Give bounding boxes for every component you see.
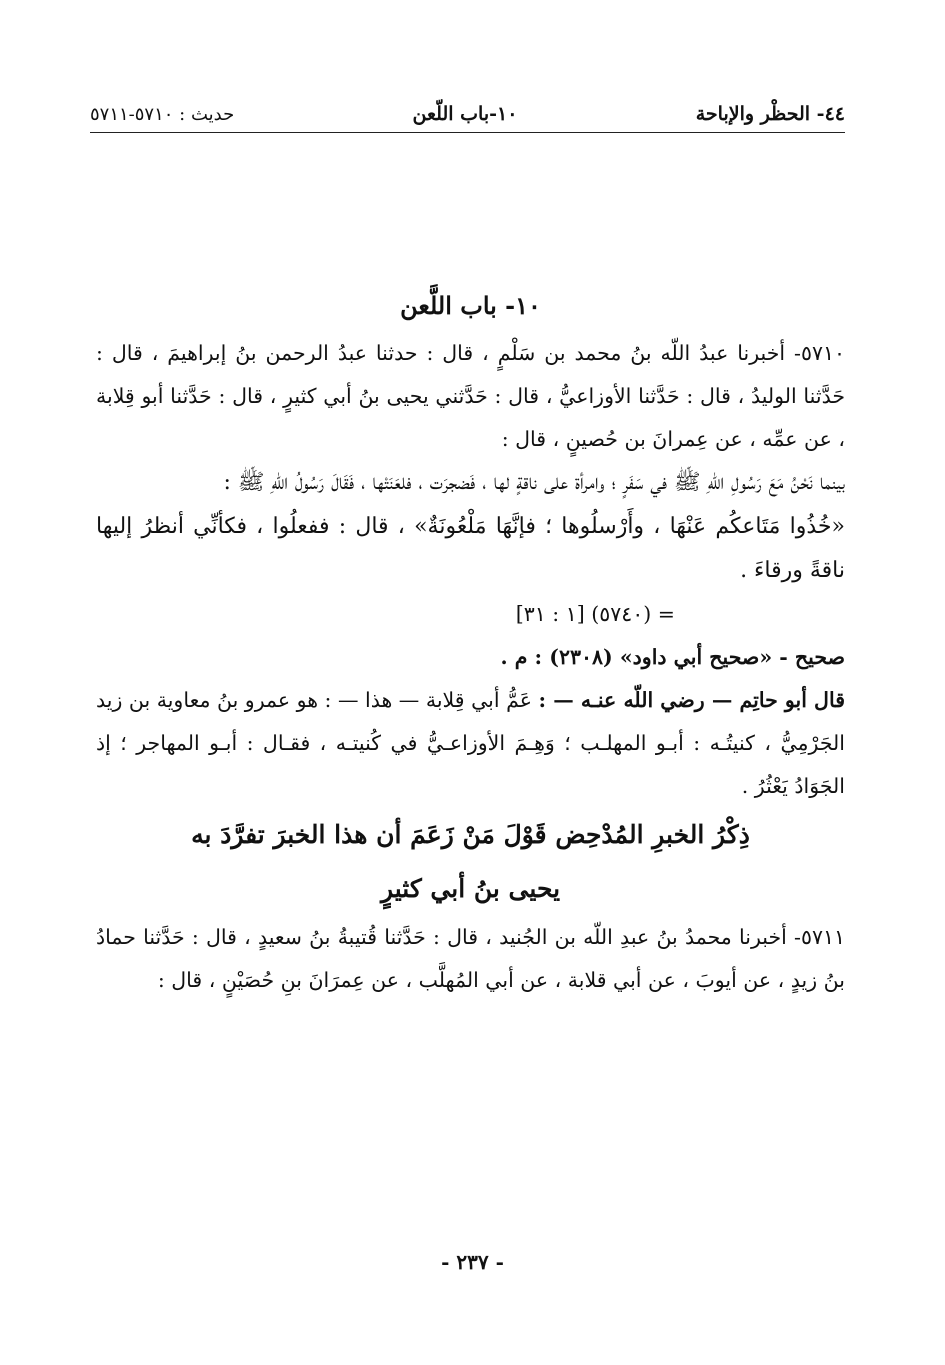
running-header (90, 96, 845, 133)
hadith-5710-matn: بينما نَحْنُ مَعَ رَسُولِ اللّهِ ﷺ في سَفَرٍ ؛ وامرأة على ناقةٍ لها ، فَضجرَت ، فلعَنَتْها ، فَقَالَ رَسُولُ اللّهِ ﷺ : (223, 470, 845, 495)
page-number: - ٢٣٧ - (441, 1250, 504, 1274)
section-heading-line1: ذِكْرُ الخبرِ المُدْحِض قَوْلَ مَنْ زَعَمَ أن هذا الخبرَ تفرَّدَ به (191, 820, 750, 849)
abu-hatim-comment (96, 679, 845, 808)
hadith-5710-isnad: ٥٧١٠- أخبرنا عبدُ اللّه بنُ محمد بن سَلْمٍ ، قال : حدثنا عبدُ الرحمن بنُ إبراهيمَ ، قال : حَدَّثنا الوليدُ ، قال : حَدَّثنا الأوزاعيُّ ، قال : حَدَّثني يحيى بنُ أبي كثيرٍ ، قال : حَدَّثنا أبو قِلابة ، عن عمِّه ، عن عِمرانَ بن حُصينٍ ، قال : (96, 341, 845, 451)
header-chapter-title: ١٠-باب اللّعن (412, 103, 518, 125)
hadith-5710-quote: «خُذُوا مَتَاعكُم عَنْهَا ، وأَرْسلُوها ؛ فإنَّهَا مَلْعُونَةٌ» ، قال : ففعلُوا ، فكأنِّي أنظرُ إليها ناقةً ورقاءَ . (96, 514, 845, 583)
abu-hatim-text: عَمُّ أبي قِلابة — هذا — : هو عمرو بنُ معاوية بن زيد الجَرْمِيُّ ، كنيتُـه : أبـو المهلـب ؛ وَهِـمَ الأوزاعـيُّ في كُنيتـه ، فقـال : أبـو المهاجر ؛ إذ الجَوَادُ يَعْثُرُ . (96, 688, 845, 798)
chapter-title: ١٠- باب اللَّعن (400, 291, 541, 320)
section-heading-line2: يحيى بنُ أبي كثيرٍ (380, 874, 561, 903)
hadith-5710-grading: صحيح - «صحيح أبي داود» (٢٣٠٨) : م . (500, 645, 845, 669)
abu-hatim-lead: قال أبو حاتِم — رضي اللّه عنـه — : (538, 688, 845, 712)
hadith-5710-cross-ref: = (٥٧٤٠) [١ : ٣١] (515, 602, 675, 626)
hadith-5711-isnad: ٥٧١١- أخبرنا محمدُ بنُ عبدِ اللّه بن الجُنيد ، قال : حَدَّثنا قُتيبةُ بنُ سعيدٍ ، قال : حَدَّثنا حمادُ بنُ زيدٍ ، عن أيوبَ ، عن أبي قلابة ، عن أبي المُهلَّب ، عن عِمرَانَ بنِ حُصَيْنٍ ، قال : (96, 925, 845, 992)
header-book-title: ٤٤- الحظْر والإباحة (695, 103, 845, 125)
page-body (96, 280, 845, 1002)
header-hadith-ref: حديث : ٥٧١٠-٥٧١١ (90, 103, 235, 125)
